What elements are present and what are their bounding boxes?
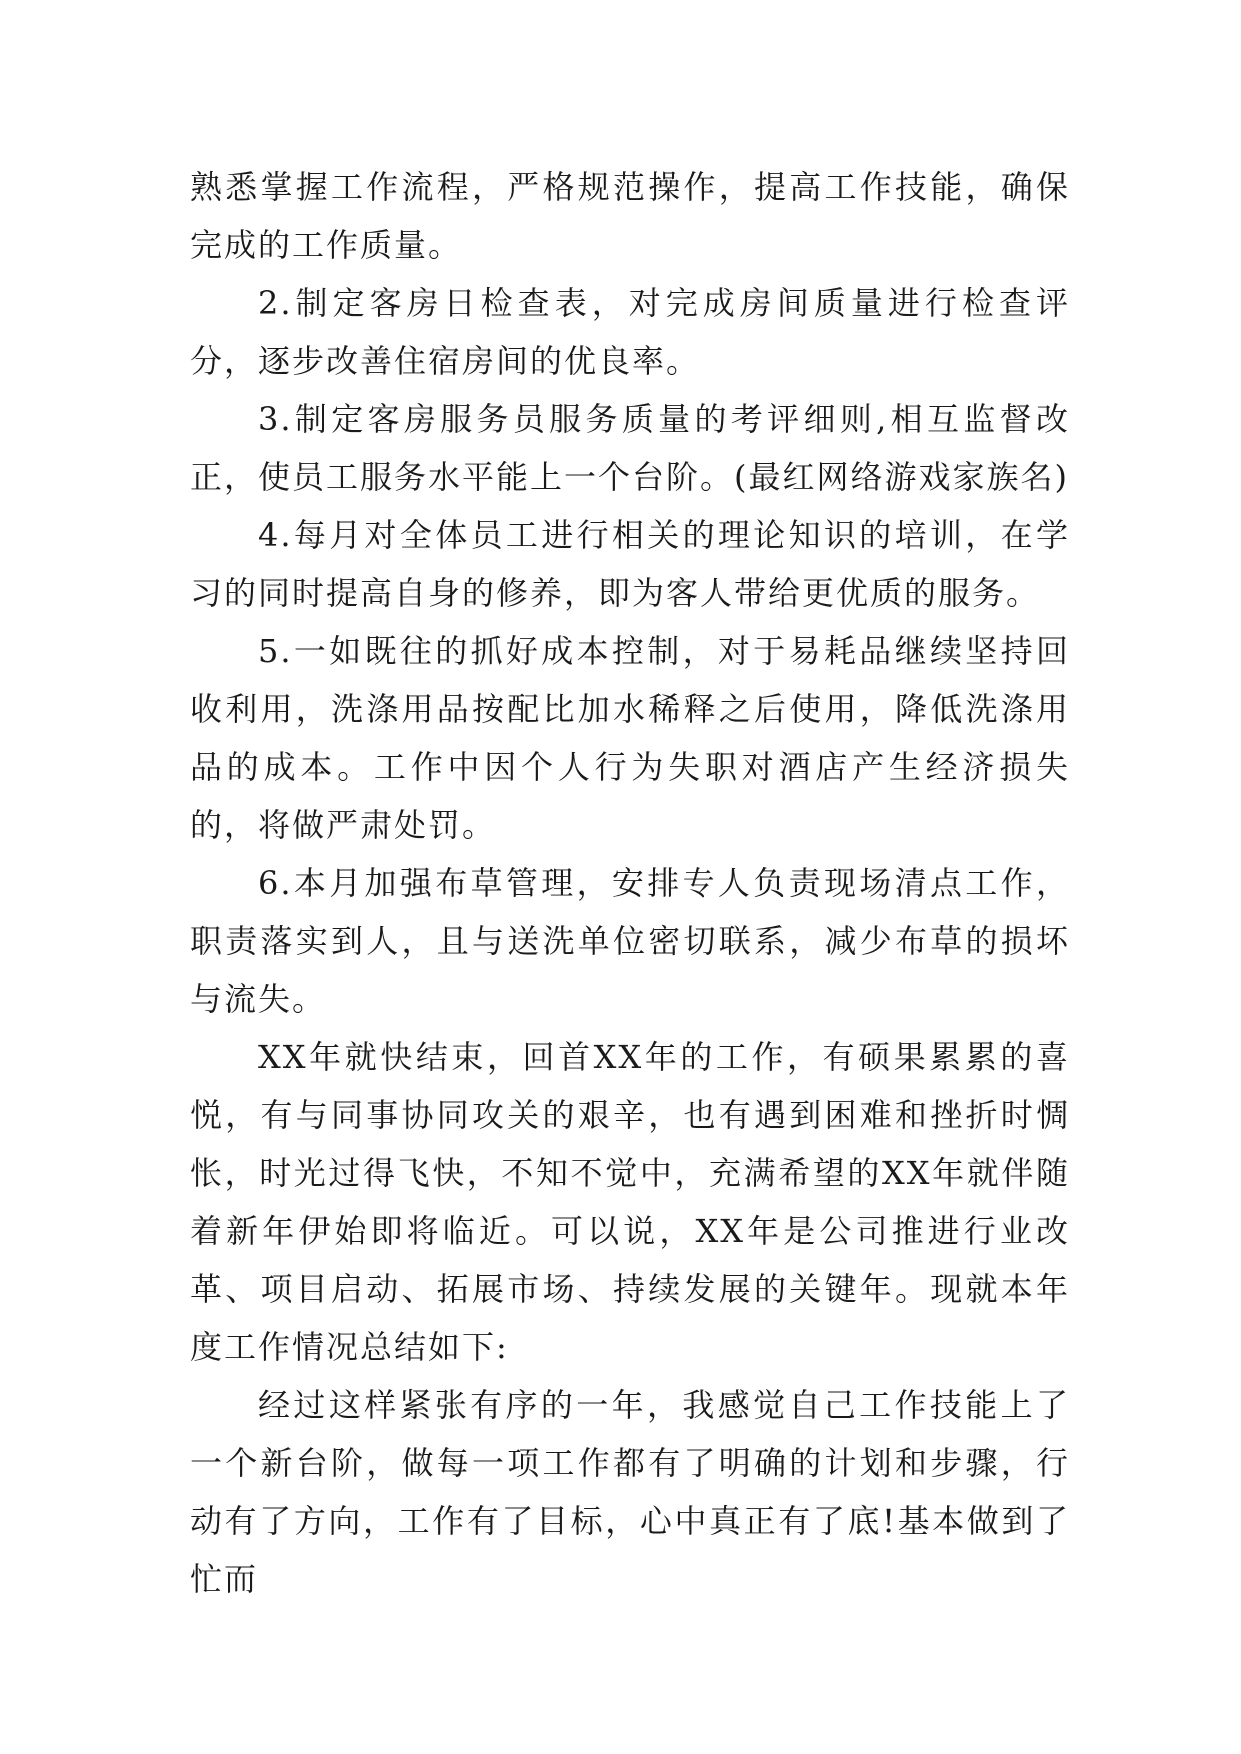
paragraph-6: 6.本月加强布草管理，安排专人负责现场清点工作，职责落实到人，且与送洗单位密切联系，减少布草的损坏与流失。 [190, 864, 1070, 1018]
paragraph-1: 熟悉掌握工作流程，严格规范操作，提高工作技能，确保完成的工作质量。 [190, 168, 1070, 264]
paragraph-4: 4.每月对全体员工进行相关的理论知识的培训，在学习的同时提高自身的修养，即为客人带给更优质的服务。 [190, 516, 1070, 612]
paragraph-7: XX年就快结束，回首XX年的工作，有硕果累累的喜悦，有与同事协同攻关的艰辛，也有遇到困难和挫折时惆怅，时光过得飞快，不知不觉中，充满希望的XX年就伴随着新年伊始即将临近。可以说，XX年是公司推进行业改革、项目启动、拓展市场、持续发展的关键年。现就本年度工作情况总结如下: [190, 1038, 1070, 1366]
paragraph-5: 5.一如既往的抓好成本控制，对于易耗品继续坚持回收利用，洗涤用品按配比加水稀释之后使用，降低洗涤用品的成本。工作中因个人行为失职对酒店产生经济损失的，将做严肃处罚。 [190, 632, 1070, 844]
paragraph-3: 3.制定客房服务员服务质量的考评细则,相互监督改正，使员工服务水平能上一个台阶。(最红网络游戏家族名) [190, 400, 1070, 496]
document-body [190, 158, 1070, 1608]
paragraph-8: 经过这样紧张有序的一年，我感觉自己工作技能上了一个新台阶，做每一项工作都有了明确的计划和步骤，行动有了方向，工作有了目标，心中真正有了底!基本做到了忙而 [190, 1386, 1070, 1598]
paragraph-2: 2.制定客房日检查表，对完成房间质量进行检查评分，逐步改善住宿房间的优良率。 [190, 284, 1070, 380]
